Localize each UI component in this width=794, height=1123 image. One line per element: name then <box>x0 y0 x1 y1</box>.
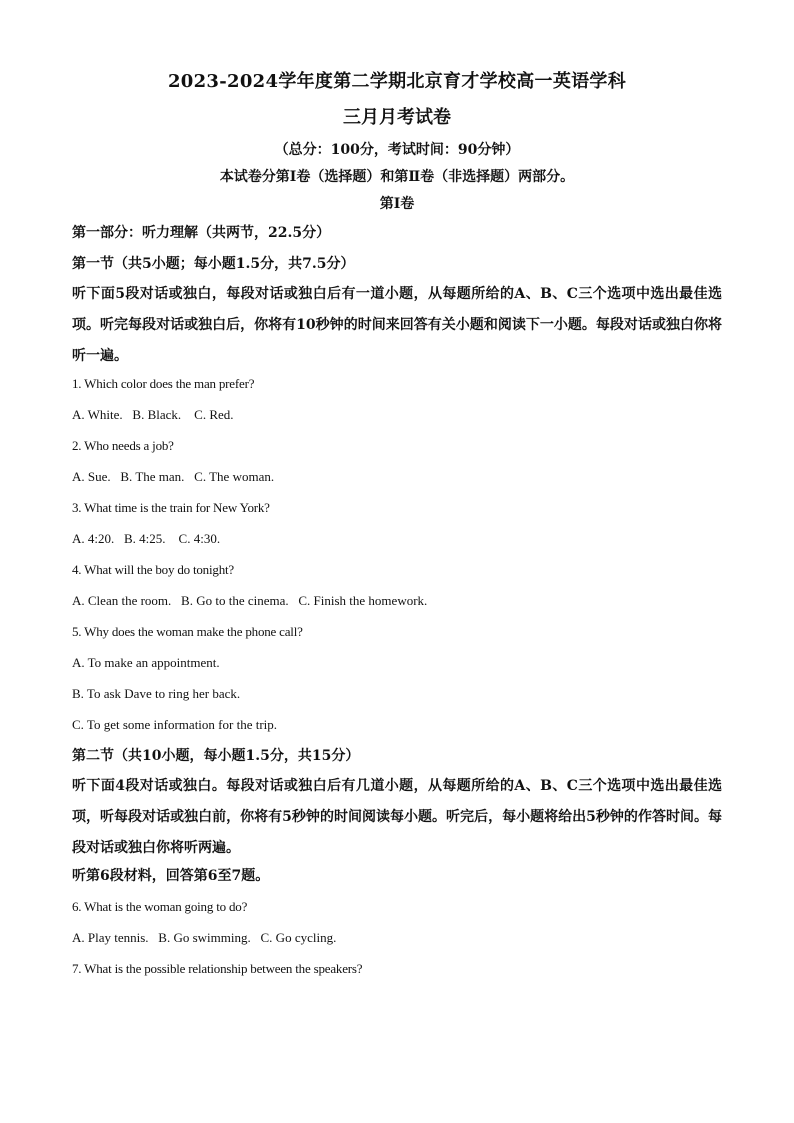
structure-info: 本试卷分第Ⅰ卷（选择题）和第Ⅱ卷（非选择题）两部分。 <box>219 169 575 185</box>
material6-label: 听第6段材料，回答第6至7题。 <box>72 868 270 884</box>
question-6-options: A. Play tennis. B. Go swimming. C. Go cycling. <box>72 930 337 945</box>
question-6: 6. What is the woman going to do? <box>72 899 248 914</box>
question-7: 7. What is the possible relationship between the speakers? <box>72 961 363 976</box>
volume-label: 第Ⅰ卷 <box>379 196 415 212</box>
question-4-options: A. Clean the room. B. Go to the cinema. C. Finish the homework. <box>72 593 428 608</box>
section2-instructions: 听下面4段对话或独白。每段对话或独白后有几道小题，从每题所给的A、B、C三个选项中选出最佳选项，听每段对话或独白前，你将有5秒钟的时间阅读每小题。听完后，每小题将给出5秒钟的作答时间。每段对话或独白你将听两遍。 <box>72 778 722 856</box>
exam-page <box>72 70 722 990</box>
question-2: 2. Who needs a job? <box>72 438 174 453</box>
question-2-options: A. Sue. B. The man. C. The woman. <box>72 469 275 484</box>
score-info: （总分：100分，考试时间：90分钟） <box>274 142 520 158</box>
exam-subtitle: 三月月考试卷 <box>343 107 451 128</box>
question-1: 1. Which color does the man prefer? <box>72 376 255 391</box>
question-5-option-c: C. To get some information for the trip. <box>72 717 278 732</box>
part1-title: 第一部分：听力理解（共两节，22.5分） <box>72 225 331 241</box>
question-1-options: A. White. B. Black. C. Red. <box>72 407 234 422</box>
section2-title: 第二节（共10小题，每小题1.5分，共15分） <box>72 748 360 764</box>
question-4: 4. What will the boy do tonight? <box>72 562 234 577</box>
question-3-options: A. 4:20. B. 4:25. C. 4:30. <box>72 531 221 546</box>
question-3: 3. What time is the train for New York? <box>72 500 270 515</box>
section1-title: 第一节（共5小题；每小题1.5分，共7.5分） <box>72 256 355 272</box>
section1-instructions: 听下面5段对话或独白，每段对话或独白后有一道小题，从每题所给的A、B、C三个选项中选出最佳选项。听完每段对话或独白后，你将有10秒钟的时间来回答有关小题和阅读下一小题。每段对话或独白你将听一遍。 <box>72 286 722 364</box>
exam-title: 2023-2024学年度第二学期北京育才学校高一英语学科 <box>167 71 627 92</box>
question-5-option-a: A. To make an appointment. <box>72 655 220 670</box>
question-5-option-b: B. To ask Dave to ring her back. <box>72 686 241 701</box>
question-5: 5. Why does the woman make the phone call? <box>72 624 303 639</box>
